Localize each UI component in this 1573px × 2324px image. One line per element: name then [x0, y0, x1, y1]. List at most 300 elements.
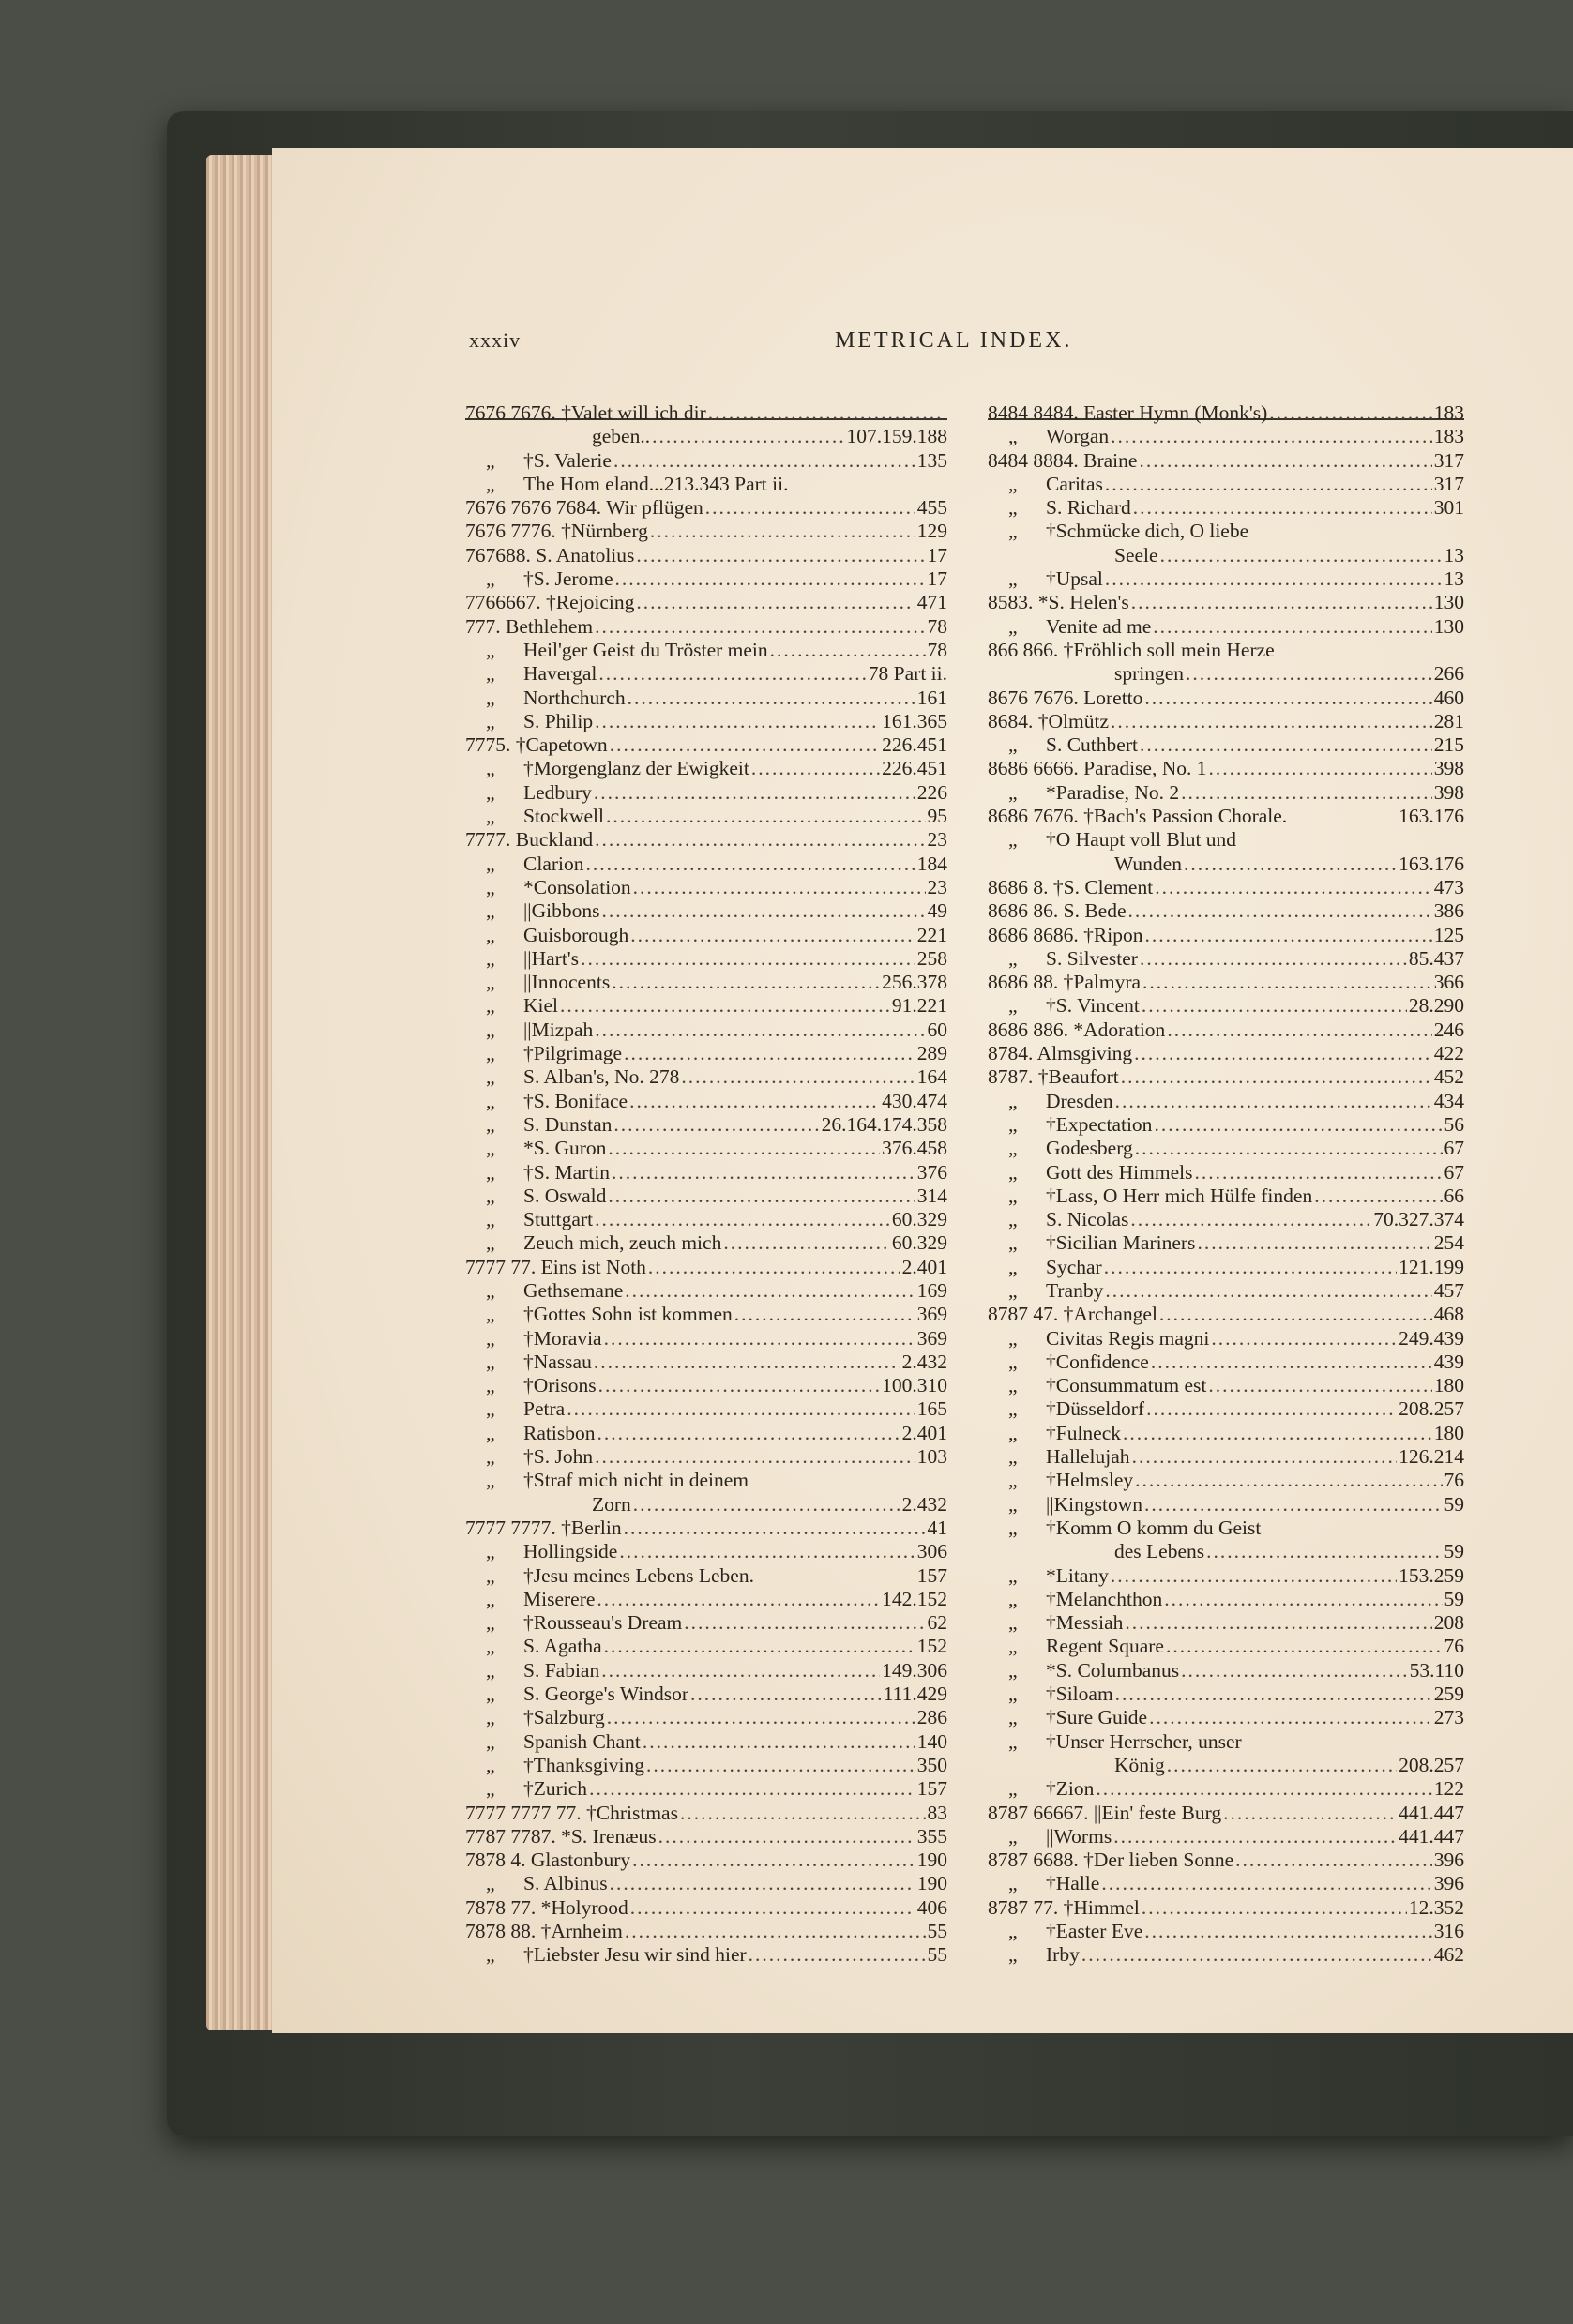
leader-dots — [597, 1422, 900, 1445]
tune-name: S. Alban's, No. 278 — [523, 1065, 680, 1089]
tune-name: ||Hart's — [523, 946, 580, 970]
meter: „ — [486, 994, 495, 1018]
index-entry — [465, 1588, 947, 1611]
hymn-numbers: 2.401 — [901, 1421, 947, 1444]
index-entry — [988, 662, 1464, 686]
meter: 7787 7787. — [465, 1824, 556, 1848]
index-entry — [988, 1517, 1464, 1540]
tune-name: †Valet will ich dir — [561, 401, 706, 424]
hymn-numbers: 306 — [916, 1540, 947, 1563]
tune-name: Clarion — [523, 852, 584, 875]
tune-name: Glastonbury — [530, 1849, 631, 1872]
index-entry — [465, 899, 947, 923]
hymn-numbers: 67 — [1444, 1160, 1464, 1184]
hymn-numbers: 439 — [1433, 1350, 1464, 1373]
hymn-numbers: 2.432 — [901, 1350, 947, 1373]
meter: 8484 8884. — [988, 448, 1079, 472]
meter: „ — [486, 1635, 495, 1658]
hymn-numbers: 12.352 — [1408, 1895, 1464, 1919]
hymn-numbers: 208 — [1433, 1611, 1464, 1635]
meter: „ — [486, 1683, 495, 1706]
leader-dots — [1131, 591, 1432, 614]
meter: „ — [1008, 1516, 1018, 1539]
hymn-numbers: 157 — [916, 1563, 947, 1587]
hymn-numbers: 126.214 — [1399, 1445, 1464, 1469]
hymn-numbers: 406 — [916, 1895, 947, 1919]
tune-name: des Lebens — [1114, 1540, 1205, 1563]
tune-name: König — [1114, 1753, 1165, 1776]
leader-dots — [1081, 1943, 1432, 1967]
index-entry — [465, 1943, 947, 1967]
hymn-numbers: 13 — [1444, 567, 1464, 591]
hymn-numbers: 169 — [916, 1278, 947, 1302]
hymn-numbers: 208.257 — [1399, 1397, 1464, 1421]
tune-name: *Litany — [1046, 1563, 1109, 1587]
tune-name: †O Haupt voll Blut und — [1046, 828, 1237, 852]
meter: „ — [1008, 1943, 1018, 1967]
hymn-numbers: 314 — [916, 1184, 947, 1207]
meter: 7766667. — [465, 591, 541, 614]
index-entry — [988, 1754, 1464, 1777]
meter: 8583. — [988, 591, 1034, 614]
tune-name: S. Albinus — [523, 1872, 608, 1895]
hymn-numbers: 254 — [1433, 1231, 1464, 1255]
meter: „ — [1008, 614, 1018, 638]
meter: 7676 7676. — [465, 401, 556, 424]
leader-dots — [1134, 1042, 1432, 1065]
index-entry — [465, 615, 947, 639]
tune-name: *Holyrood — [540, 1895, 628, 1919]
tune-name: †S. Jerome — [523, 567, 613, 591]
tune-name: †Schmücke dich, O liebe — [1046, 520, 1249, 543]
leader-dots — [1167, 1019, 1431, 1042]
meter: „ — [486, 1278, 495, 1302]
tune-name: Worgan — [1046, 425, 1110, 448]
hymn-numbers: 259 — [1433, 1683, 1464, 1706]
hymn-numbers: 286 — [916, 1706, 947, 1729]
index-entry — [988, 425, 1464, 448]
meter: 8787 77. — [988, 1895, 1059, 1919]
leader-dots — [595, 1019, 925, 1042]
meter: „ — [1008, 520, 1018, 543]
tune-name: Zorn — [592, 1492, 631, 1516]
tune-name: †Ripon — [1083, 923, 1143, 946]
leader-dots — [612, 971, 880, 994]
tune-name: †S. Vincent — [1046, 994, 1140, 1018]
hymn-numbers: 59 — [1444, 1587, 1464, 1610]
tune-name: †Liebster Jesu wir sind hier — [523, 1943, 747, 1967]
leader-dots — [601, 1659, 880, 1683]
meter: „ — [486, 448, 495, 472]
meter: 8787 47. — [988, 1303, 1059, 1326]
hymn-numbers: 130 — [1433, 591, 1464, 614]
meter: „ — [1008, 1421, 1018, 1444]
tune-name: *S. Columbanus — [1046, 1658, 1180, 1682]
tune-name: †Zurich — [523, 1777, 588, 1801]
hymn-numbers: 53.110 — [1409, 1658, 1464, 1682]
meter: „ — [1008, 1706, 1018, 1729]
leader-dots — [1209, 757, 1432, 780]
leader-dots — [1125, 1611, 1431, 1635]
tune-name: †Düsseldorf — [1046, 1397, 1145, 1421]
index-entry — [465, 1113, 947, 1137]
meter: „ — [486, 1587, 495, 1610]
hymn-numbers: 226.451 — [882, 757, 947, 780]
index-entry — [465, 1445, 947, 1469]
index-entry — [465, 828, 947, 852]
leader-dots — [770, 639, 926, 662]
tune-name: †Halle — [1046, 1872, 1100, 1895]
hymn-numbers: 208.257 — [1399, 1753, 1464, 1776]
leader-dots — [1181, 1659, 1408, 1683]
leader-dots — [749, 1943, 926, 1967]
leader-dots — [1115, 1090, 1432, 1113]
hymn-numbers: 183 — [1433, 425, 1464, 448]
right-column — [988, 401, 1464, 1968]
leader-dots — [1142, 1896, 1407, 1920]
meter: „ — [486, 1563, 495, 1587]
leader-dots — [595, 1208, 890, 1231]
leader-dots — [1111, 425, 1432, 448]
index-entry — [465, 1327, 947, 1351]
index-entry — [988, 1706, 1464, 1729]
index-entry — [465, 544, 947, 567]
meter: 8686 86. — [988, 899, 1059, 923]
meter: „ — [1008, 1587, 1018, 1610]
leader-dots — [1166, 1635, 1443, 1658]
hymn-numbers: 422 — [1433, 1042, 1464, 1065]
index-entry — [465, 1611, 947, 1635]
meter: „ — [1008, 1635, 1018, 1658]
hymn-numbers: 289 — [916, 1042, 947, 1065]
leader-dots — [1132, 1445, 1398, 1469]
tune-name: Seele — [1114, 543, 1158, 566]
index-entry — [465, 710, 947, 733]
meter: „ — [486, 1350, 495, 1373]
tune-name: †Messiah — [1046, 1611, 1124, 1635]
index-entry — [465, 994, 947, 1018]
hymn-numbers: 316 — [1433, 1920, 1464, 1942]
running-title: METRICAL INDEX. — [835, 328, 1073, 353]
index-entry — [988, 1090, 1464, 1113]
index-entry — [988, 1397, 1464, 1421]
meter: „ — [486, 757, 495, 780]
leader-dots — [581, 947, 915, 971]
meter: „ — [1008, 1231, 1018, 1255]
index-entry — [465, 496, 947, 520]
index-entry — [988, 401, 1464, 425]
tune-name: †Melanchthon — [1046, 1587, 1163, 1610]
leader-dots — [1235, 1849, 1432, 1872]
index-entry — [988, 733, 1464, 757]
tune-name: †Rousseau's Dream — [523, 1611, 683, 1635]
tune-name: †S. Clement — [1052, 875, 1154, 898]
tune-name: Ledbury — [523, 780, 592, 804]
leader-dots — [1269, 401, 1431, 425]
meter: „ — [1008, 496, 1018, 520]
meter: „ — [486, 1326, 495, 1350]
leader-dots — [598, 662, 866, 686]
leader-dots — [1194, 1161, 1442, 1185]
tune-name: †Christmas — [586, 1801, 678, 1824]
meter: „ — [486, 1208, 495, 1231]
hymn-numbers: 100.310 — [882, 1374, 947, 1397]
hymn-numbers: 17 — [927, 567, 947, 591]
index-entry — [988, 1327, 1464, 1351]
meter: „ — [1008, 567, 1018, 591]
hymn-numbers: 355 — [916, 1824, 947, 1848]
hymn-numbers: 249.439 — [1399, 1326, 1464, 1350]
leader-dots — [734, 1303, 915, 1326]
hymn-numbers: 369 — [916, 1326, 947, 1350]
leader-dots — [601, 899, 925, 923]
meter: „ — [486, 1160, 495, 1184]
meter: „ — [1008, 1137, 1018, 1160]
meter: 8784. — [988, 1042, 1034, 1065]
meter: „ — [486, 899, 495, 923]
meter: „ — [1008, 828, 1018, 852]
leader-dots — [1128, 899, 1432, 923]
index-entry — [465, 425, 947, 448]
hymn-numbers: 23 — [927, 828, 947, 852]
hymn-numbers: 60 — [927, 1018, 947, 1041]
index-entry — [988, 781, 1464, 805]
meter: „ — [486, 1089, 495, 1112]
index-entry — [988, 1185, 1464, 1208]
tune-name: *Paradise, No. 2 — [1046, 780, 1180, 804]
meter: „ — [486, 1137, 495, 1160]
meter: „ — [1008, 733, 1018, 757]
hymn-numbers: 122 — [1433, 1777, 1464, 1801]
index-entry — [988, 971, 1464, 994]
meter: 8686 6666. — [988, 757, 1079, 780]
hymn-numbers: 473 — [1433, 875, 1464, 898]
index-entry — [988, 1659, 1464, 1683]
leader-dots — [1123, 1422, 1432, 1445]
hymn-numbers: 165 — [916, 1397, 947, 1421]
tune-name: Wunden — [1114, 852, 1182, 875]
leader-dots — [680, 1802, 926, 1825]
index-entry — [465, 1517, 947, 1540]
hymn-numbers: 78 — [927, 614, 947, 638]
meter: 8686 88. — [988, 971, 1059, 994]
tune-name: †Berlin — [561, 1516, 622, 1539]
meter: „ — [486, 1303, 495, 1326]
tune-name: †Palmyra — [1063, 971, 1142, 994]
tune-name: Spanish Chant — [523, 1729, 641, 1753]
meter: „ — [1008, 1278, 1018, 1302]
meter: „ — [1008, 425, 1018, 448]
tune-name: †Helmsley — [1046, 1469, 1134, 1492]
meter: 8787 6688. — [988, 1849, 1079, 1872]
index-entry — [465, 1896, 947, 1920]
tune-name: Wir pflügen — [606, 496, 703, 520]
leader-dots — [613, 449, 915, 473]
hymn-numbers: 66 — [1444, 1184, 1464, 1207]
index-entry — [988, 1849, 1464, 1872]
index-entry — [465, 1849, 947, 1872]
tune-name: Stuttgart — [523, 1208, 594, 1231]
index-entry — [988, 1588, 1464, 1611]
leader-dots — [1133, 496, 1432, 520]
hymn-numbers: 125 — [1433, 923, 1464, 946]
hymn-numbers: 67 — [1444, 1137, 1464, 1160]
index-entry — [465, 1303, 947, 1326]
hymn-numbers: 460 — [1433, 686, 1464, 709]
hymn-numbers: 441.447 — [1399, 1824, 1464, 1848]
leader-dots — [1121, 1065, 1432, 1089]
tune-name: †Gottes Sohn ist kommen — [523, 1303, 733, 1326]
tune-name: †Bach's Passion Chorale. — [1083, 805, 1288, 828]
index-entry — [465, 1279, 947, 1303]
tune-name: †Zion — [1046, 1777, 1095, 1801]
meter: „ — [1008, 1729, 1018, 1753]
meter: „ — [486, 1421, 495, 1444]
meter: „ — [1008, 1184, 1018, 1207]
hymn-numbers: 83 — [927, 1801, 947, 1824]
hymn-numbers: 184 — [916, 852, 947, 875]
tune-name: †Komm O komm du Geist — [1046, 1516, 1262, 1539]
leader-dots — [1144, 687, 1431, 710]
meter: „ — [486, 1872, 495, 1895]
meter: „ — [486, 1231, 495, 1255]
index-entry — [988, 449, 1464, 473]
index-entry — [465, 1683, 947, 1706]
leader-dots — [681, 1065, 915, 1089]
tune-name: †Jesu meines Lebens Leben. — [523, 1563, 754, 1587]
tune-name: †Arnheim — [540, 1920, 623, 1942]
hymn-numbers: 60.329 — [891, 1208, 947, 1231]
hymn-numbers: 434 — [1433, 1089, 1464, 1112]
tune-name: †Straf mich nicht in deinem — [523, 1469, 749, 1492]
hymn-numbers: 457 — [1433, 1278, 1464, 1302]
meter: „ — [1008, 1255, 1018, 1278]
leader-dots — [1144, 924, 1431, 947]
meter: „ — [486, 971, 495, 994]
leader-dots — [560, 994, 890, 1018]
hymn-numbers: 226 — [916, 780, 947, 804]
tune-name: †Salzburg — [523, 1706, 605, 1729]
leader-dots — [1096, 1777, 1431, 1801]
meter: „ — [486, 1729, 495, 1753]
meter: „ — [1008, 1492, 1018, 1516]
meter: 8787. — [988, 1065, 1034, 1089]
hymn-numbers: 157 — [916, 1777, 947, 1801]
index-entry — [465, 947, 947, 971]
index-entry — [988, 1943, 1464, 1967]
hymn-numbers: 462 — [1433, 1943, 1464, 1967]
index-entry — [465, 1231, 947, 1255]
index-entry — [465, 567, 947, 591]
index-entry — [465, 1397, 947, 1421]
leader-dots — [646, 1754, 915, 1777]
leader-dots — [628, 687, 915, 710]
leader-dots — [708, 401, 945, 425]
meter: „ — [1008, 1374, 1018, 1397]
tune-name: S. Richard — [1046, 496, 1131, 520]
tune-name: †Upsal — [1046, 567, 1103, 591]
leader-dots — [597, 1588, 880, 1611]
index-entry — [465, 473, 947, 496]
index-entry — [988, 1137, 1464, 1160]
meter: „ — [1008, 1089, 1018, 1112]
hymn-numbers: 111.429 — [883, 1683, 947, 1706]
tune-name: Braine — [1083, 448, 1138, 472]
hymn-numbers: 273 — [1433, 1706, 1464, 1729]
leader-dots — [615, 567, 926, 591]
tune-name: Stockwell — [523, 805, 604, 828]
leader-dots — [1181, 781, 1432, 805]
tune-name: Sychar — [1046, 1255, 1102, 1278]
tune-name: ||Mizpah — [523, 1018, 594, 1041]
meter: „ — [486, 1112, 495, 1136]
leader-dots — [606, 805, 926, 828]
hymn-numbers: 13 — [1444, 543, 1464, 566]
leader-dots — [594, 781, 915, 805]
hymn-numbers: 452 — [1433, 1065, 1464, 1089]
tune-name: Kiel — [523, 994, 559, 1018]
hymn-numbers: 59 — [1444, 1492, 1464, 1516]
hymn-numbers: 455 — [916, 496, 947, 520]
meter: „ — [486, 638, 495, 661]
hymn-numbers: 78 Part ii. — [868, 662, 947, 686]
tune-name: †Fröhlich soll mein Herze — [1063, 638, 1275, 661]
tune-name: *Consolation — [523, 875, 631, 898]
leader-dots — [1142, 971, 1432, 994]
index-entry — [988, 1374, 1464, 1397]
tune-name: †Orisons — [523, 1374, 597, 1397]
index-entry — [465, 1872, 947, 1895]
page-edges — [206, 155, 281, 2030]
tune-name: The Hom eland...213.343 Part ii. — [523, 472, 789, 495]
tune-name: Loretto — [1083, 686, 1143, 709]
meter: „ — [486, 780, 495, 804]
tune-name: †Easter Eve — [1046, 1920, 1143, 1942]
leader-dots — [1139, 449, 1431, 473]
leader-dots — [1149, 1706, 1432, 1729]
meter: „ — [486, 662, 495, 686]
index-entry — [988, 1683, 1464, 1706]
tune-name: S. Dunstan — [523, 1112, 613, 1136]
index-entry — [465, 1374, 947, 1397]
index-entry — [465, 1754, 947, 1777]
leader-dots — [595, 828, 925, 852]
meter: „ — [1008, 1611, 1018, 1635]
index-entry — [465, 781, 947, 805]
hymn-numbers: 59 — [1444, 1540, 1464, 1563]
index-entry — [988, 899, 1464, 923]
hymn-numbers: 135 — [916, 448, 947, 472]
index-entry — [988, 1208, 1464, 1231]
leader-dots — [632, 1849, 915, 1872]
meter: 866 866. — [988, 638, 1059, 661]
index-entry — [465, 1564, 947, 1588]
index-entry — [988, 687, 1464, 710]
leader-dots — [633, 876, 926, 899]
leader-dots — [594, 1351, 900, 1374]
index-entry — [988, 1730, 1464, 1754]
index-entry — [988, 994, 1464, 1018]
meter: „ — [486, 686, 495, 709]
tune-name: Easter Hymn (Monk's) — [1083, 401, 1268, 424]
tune-name: Paradise, No. 1 — [1083, 757, 1207, 780]
meter: „ — [1008, 1824, 1018, 1848]
tune-name: †Sicilian Mariners — [1046, 1231, 1196, 1255]
meter: 8686 886. — [988, 1018, 1068, 1041]
tune-name: ||Innocents — [523, 971, 611, 994]
leader-dots — [1223, 1802, 1397, 1825]
tune-name: Dresden — [1046, 1089, 1113, 1112]
